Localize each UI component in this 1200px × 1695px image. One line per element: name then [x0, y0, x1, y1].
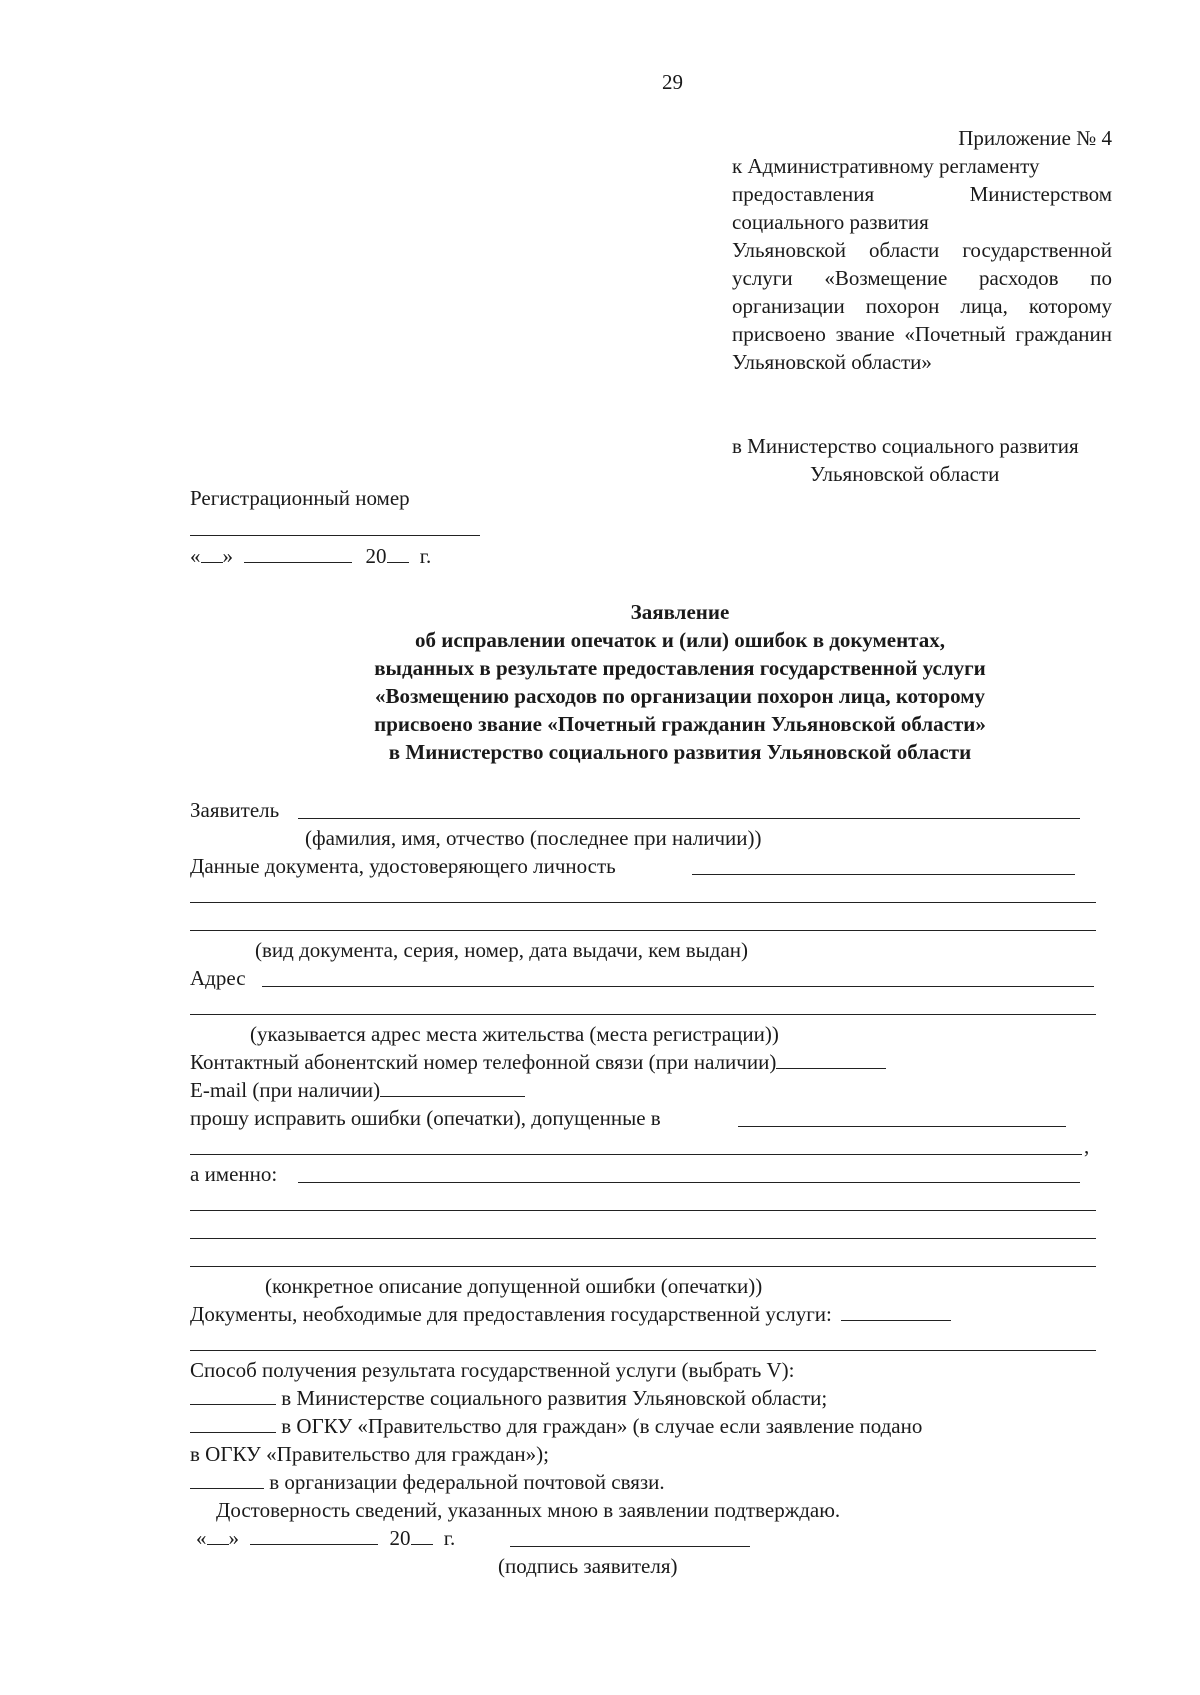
appendix-line: организации похорон лица, которому	[732, 294, 1112, 318]
appendix-line: к Административному регламенту	[732, 154, 1040, 178]
signature-hint: (подпись заявителя)	[498, 1554, 678, 1578]
email-label-text: E-mail (при наличии)	[190, 1078, 381, 1102]
form-title-line: в Министерство социального развития Ульяновской области	[388, 740, 972, 764]
fix-request-label: прошу исправить ошибки (опечатки), допущенные в	[190, 1106, 661, 1130]
email-label	[190, 1076, 525, 1104]
appendix-line: присвоено звание «Почетный гражданин	[732, 322, 1112, 346]
email-field[interactable]	[380, 1076, 525, 1097]
appendix-line: услуги «Возмещение расходов по	[732, 266, 1112, 290]
address-field[interactable]	[262, 986, 1094, 987]
id-doc-field-line-3[interactable]	[190, 930, 1096, 931]
confirmation-month-field[interactable]	[250, 1524, 378, 1545]
appendix-line: Ульяновской области государственной	[732, 238, 1112, 262]
open-quote: «	[190, 544, 201, 568]
phone-field[interactable]	[776, 1048, 886, 1069]
documents-field-line-2[interactable]	[190, 1350, 1096, 1351]
signature-field[interactable]	[510, 1546, 750, 1547]
appendix-line: Ульяновской области»	[732, 350, 932, 374]
documents-label-text: Документы, необходимые для предоставления государственной услуги:	[190, 1302, 832, 1326]
close-quote: »	[222, 544, 233, 568]
method-option-2-label: в ОГКУ «Правительство для граждан» (в случае если заявление подано	[281, 1414, 923, 1438]
form-title-line: «Возмещению расходов по организации похорон лица, которому	[374, 684, 986, 708]
error-description-line-2[interactable]	[190, 1210, 1096, 1211]
year-suffix: г.	[443, 1526, 456, 1550]
phone-label-text: Контактный абонентский номер телефонной связи (при наличии)	[190, 1050, 777, 1074]
method-option-3	[190, 1468, 665, 1496]
registration-day-field[interactable]	[201, 542, 223, 563]
confirmation-year-field[interactable]	[411, 1524, 433, 1545]
method-option-2-cont: в ОГКУ «Правительство для граждан»);	[190, 1442, 549, 1466]
applicant-hint: (фамилия, имя, отчество (последнее при наличии))	[305, 826, 762, 850]
address-label: Адрес	[190, 966, 246, 990]
documents-field[interactable]	[841, 1300, 951, 1321]
registration-date	[190, 542, 431, 570]
addressee-line-1: в Министерство социального развития	[732, 434, 1079, 458]
year-prefix: 20	[365, 544, 387, 568]
confirmation-day-field[interactable]	[207, 1524, 229, 1545]
method-option-2-checkbox[interactable]	[190, 1412, 276, 1433]
appendix-label: Приложение № 4	[958, 126, 1112, 150]
documents-label	[190, 1300, 951, 1328]
fix-request-field[interactable]	[738, 1126, 1066, 1127]
method-heading: Способ получения результата государственной услуги (выбрать V):	[190, 1358, 795, 1382]
error-description-line-4[interactable]	[190, 1266, 1096, 1267]
year-suffix: г.	[419, 544, 432, 568]
method-option-1-checkbox[interactable]	[190, 1384, 276, 1405]
method-option-1	[190, 1384, 827, 1412]
registration-label: Регистрационный номер	[190, 486, 410, 510]
confirmation-date	[196, 1524, 455, 1552]
page-number: 29	[662, 70, 683, 94]
phone-label	[190, 1048, 886, 1076]
error-description-field[interactable]	[298, 1182, 1080, 1183]
form-title-line: выданных в результате предоставления государственной услуги	[374, 656, 986, 680]
method-option-2	[190, 1412, 922, 1440]
method-option-3-checkbox[interactable]	[190, 1468, 264, 1489]
appendix-line: предоставления Министерством	[732, 182, 1112, 206]
id-doc-hint: (вид документа, серия, номер, дата выдачи, кем выдан)	[255, 938, 748, 962]
id-doc-label: Данные документа, удостоверяющего личность	[190, 854, 616, 878]
form-title: Заявление	[630, 600, 730, 624]
error-description-line-3[interactable]	[190, 1238, 1096, 1239]
id-doc-field-line-2[interactable]	[190, 902, 1096, 903]
year-prefix: 20	[389, 1526, 411, 1550]
confirmation-text: Достоверность сведений, указанных мною в заявлении подтверждаю.	[216, 1498, 841, 1522]
error-hint: (конкретное описание допущенной ошибки (опечатки))	[265, 1274, 763, 1298]
fix-request-field-line-2[interactable]	[190, 1154, 1082, 1155]
applicant-field[interactable]	[298, 818, 1080, 819]
registration-year-field[interactable]	[387, 542, 409, 563]
registration-month-field[interactable]	[244, 542, 352, 563]
appendix-line: социального развития	[732, 210, 929, 234]
form-title-line: присвоено звание «Почетный гражданин Ульяновской области»	[374, 712, 986, 736]
applicant-label: Заявитель	[190, 798, 280, 822]
address-field-line-2[interactable]	[190, 1014, 1096, 1015]
close-quote: »	[228, 1526, 239, 1550]
address-hint: (указывается адрес места жительства (места регистрации))	[250, 1022, 779, 1046]
method-option-1-label: в Министерстве социального развития Ульяновской области;	[281, 1386, 828, 1410]
addressee-line-2: Ульяновской области	[810, 462, 1000, 486]
line-end-comma: ,	[1084, 1134, 1090, 1158]
method-option-3-label: в организации федеральной почтовой связи.	[269, 1470, 665, 1494]
form-title-line: об исправлении опечаток и (или) ошибок в документах,	[414, 628, 945, 652]
id-doc-field[interactable]	[692, 874, 1075, 875]
open-quote: «	[196, 1526, 207, 1550]
registration-number-field[interactable]	[190, 535, 480, 536]
namely-label: а именно:	[190, 1162, 278, 1186]
